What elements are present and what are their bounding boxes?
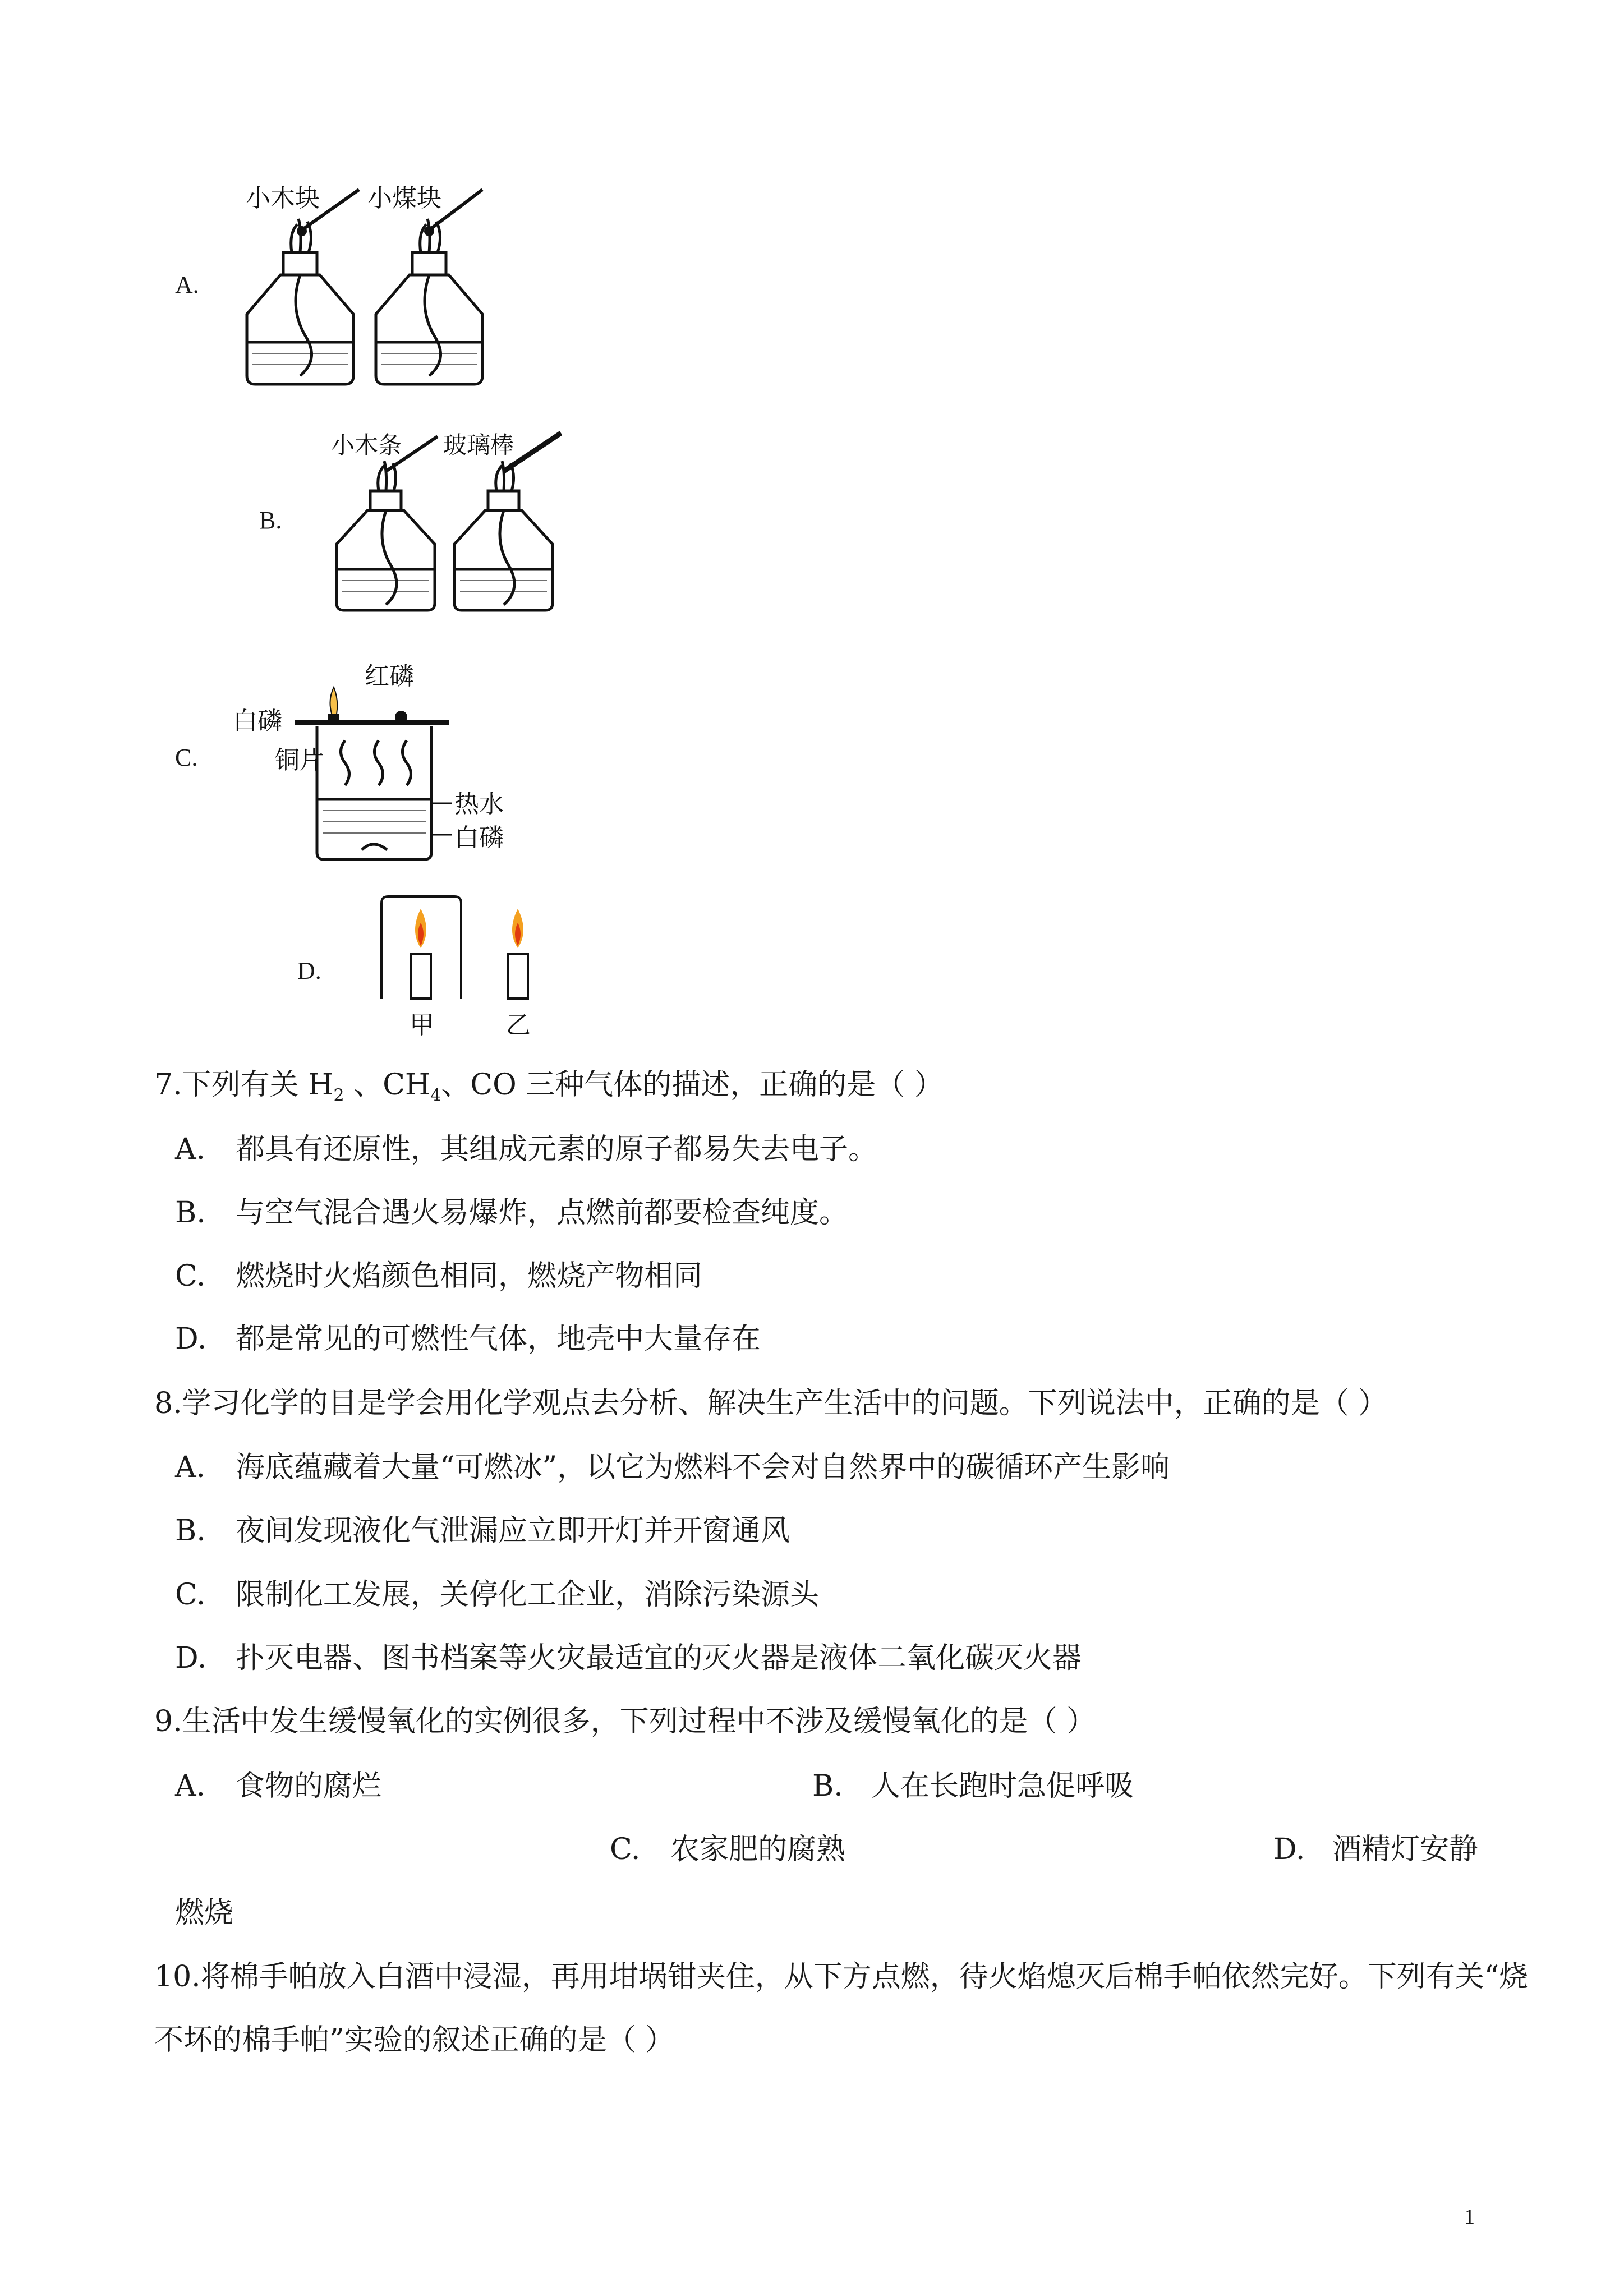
- q8-option-c-letter: C.: [175, 1578, 206, 1612]
- q9-option-d-text: 酒精灯安静: [1332, 1833, 1479, 1866]
- q7-option-b-text: 与空气混合遇火易爆炸，点燃前都要检查纯度。: [236, 1196, 849, 1230]
- q9-option-d-letter: D.: [1273, 1833, 1305, 1866]
- option-b-letter: B.: [259, 507, 282, 534]
- q8-option-d-letter: D.: [175, 1641, 207, 1675]
- label-glass-rod: 玻璃棒: [443, 431, 514, 459]
- q8-option-b-letter: B.: [175, 1514, 206, 1548]
- q8-option-a-letter: A.: [175, 1451, 206, 1484]
- figure-option-a: [236, 180, 499, 393]
- label-white-phosphorus-bottom: 白磷: [454, 823, 504, 852]
- q8-option-a-text: 海底蕴藏着大量“可燃冰”，以它为燃料不会对自然界中的碳循环产生影响: [236, 1451, 1170, 1484]
- q7-option-d-text: 都是常见的可燃性气体，地壳中大量存在: [236, 1322, 761, 1356]
- q7-option-d-letter: D.: [175, 1322, 207, 1356]
- q8-option-b-text: 夜间发现液化气泄漏应立即开灯并开窗通风: [236, 1514, 790, 1548]
- label-red-phosphorus: 红磷: [365, 662, 414, 691]
- q9-option-d-wrap: 燃烧: [175, 1896, 234, 1930]
- q7-stem: 7.下列有关 $H_2$ 、$CH_4$、CO 三种气体的描述，正确的是（ ）: [154, 1068, 944, 1106]
- label-yi: 乙: [506, 1011, 531, 1039]
- q9-option-b-text: 人在长跑时急促呼吸: [871, 1769, 1134, 1803]
- page-number: 1: [1464, 2205, 1475, 2229]
- label-jia: 甲: [410, 1011, 434, 1039]
- q9-stem: 9.生活中发生缓慢氧化的实例很多，下列过程中不涉及缓慢氧化的是（ ）: [154, 1705, 1096, 1738]
- q10-line-2: 不坏的棉手帕”实验的叙述正确的是（ ）: [154, 2023, 675, 2057]
- label-small-coal-block: 小煤块: [367, 184, 441, 213]
- q9-option-b-letter: B.: [812, 1769, 843, 1803]
- label-hot-water: 热水: [454, 790, 504, 818]
- figure-option-d: [370, 892, 550, 1043]
- label-small-wood-block: 小木块: [246, 184, 320, 213]
- option-d-letter: D.: [297, 957, 321, 984]
- q9-option-a-letter: A.: [175, 1769, 206, 1803]
- q9-option-a-text: 食物的腐烂: [236, 1769, 382, 1803]
- label-white-phosphorus-top: 白磷: [233, 707, 282, 735]
- q8-option-c-text: 限制化工发展，关停化工企业，消除污染源头: [236, 1578, 820, 1612]
- q7-option-c-letter: C.: [175, 1259, 206, 1293]
- q7-option-a-text: 都具有还原性，其组成元素的原子都易失去电子。: [236, 1133, 878, 1166]
- q10-line-1: 10.将棉手帕放入白酒中浸湿，再用坩埚钳夹住，从下方点燃，待火焰熄灭后棉手帕依然完好。下列有关“烧: [154, 1960, 1529, 1994]
- label-copper-sheet: 铜片: [275, 746, 324, 775]
- label-small-wood-stick: 小木条: [331, 431, 402, 459]
- q8-option-d-text: 扑灭电器、图书档案等火灾最适宜的灭火器是液体二氧化碳灭火器: [236, 1641, 1082, 1675]
- q7-option-b-letter: B.: [175, 1196, 206, 1230]
- figure-option-c: [233, 656, 547, 864]
- q7-option-c-text: 燃烧时火焰颜色相同，燃烧产物相同: [236, 1259, 703, 1293]
- q7-option-a-letter: A.: [175, 1133, 206, 1166]
- option-c-letter: C.: [175, 744, 198, 771]
- option-a-letter: A.: [175, 271, 199, 298]
- q8-stem: 8.学习化学的目是学会用化学观点去分析、解决生产生活中的问题。下列说法中，正确的是（ ）: [154, 1387, 1388, 1420]
- q9-option-c-text: 农家肥的腐熟: [670, 1833, 846, 1866]
- figure-option-b: [331, 426, 583, 617]
- q9-option-c-letter: C.: [610, 1833, 641, 1866]
